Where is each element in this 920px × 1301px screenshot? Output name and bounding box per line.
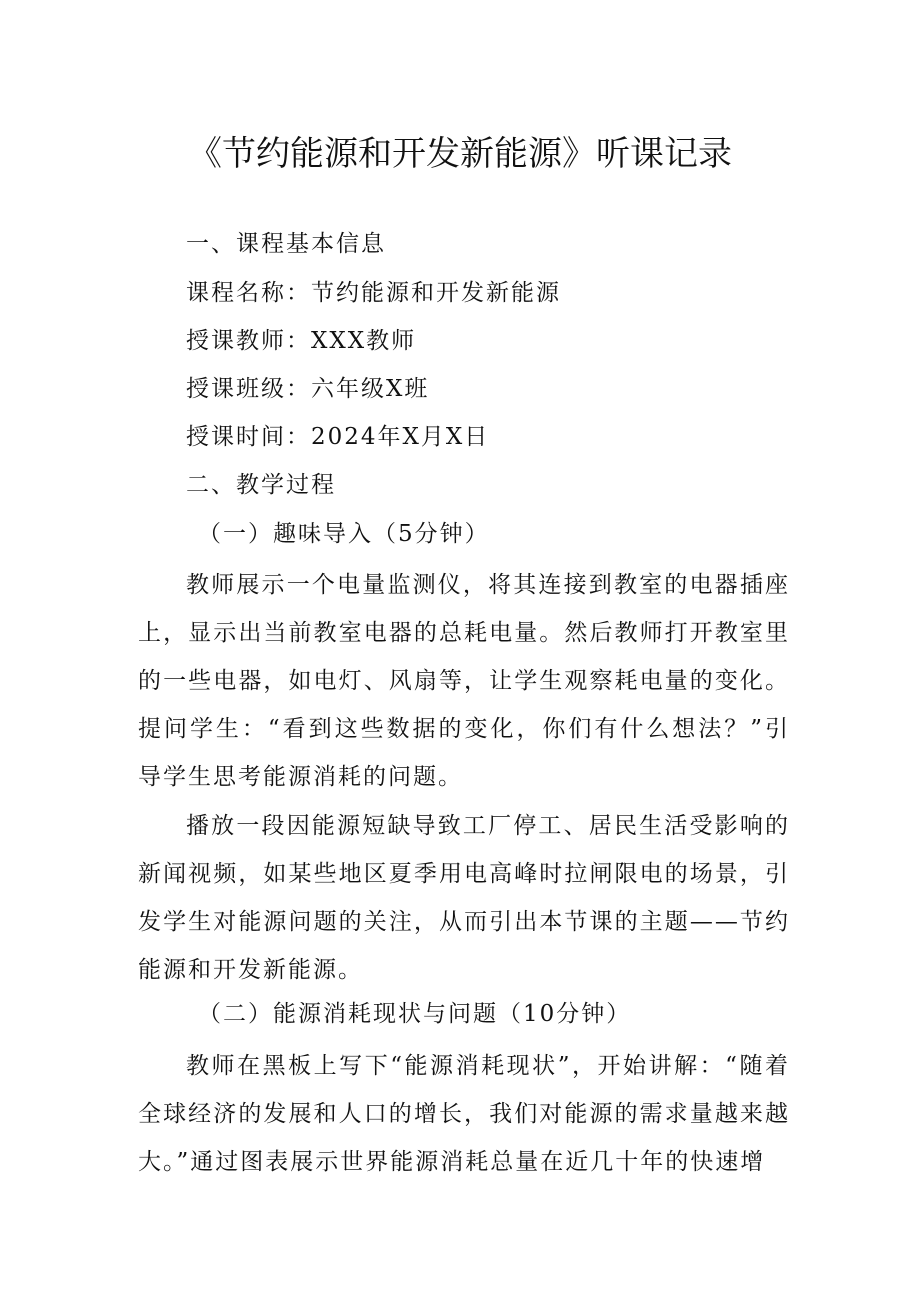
- section1-heading: 一、课程基本信息: [186, 231, 386, 257]
- subsection1-paragraph-2: 播放一段因能源短缺导致工厂停工、居民生活受影响的新闻视频，如某些地区夏季用电高峰时拉闸限电的场景，引发学生对能源问题的关注，从而引出本节课的主题——节约能源和开发新能源。: [138, 813, 790, 983]
- subsection2-heading: （二）能源消耗现状与问题（10分钟）: [198, 1001, 632, 1027]
- class-line: 授课班级：六年级X班: [186, 376, 430, 402]
- teacher-line: 授课教师：XXX教师: [186, 328, 417, 354]
- section2-heading: 二、教学过程: [186, 472, 336, 498]
- subsection1-heading: （一）趣味导入（5分钟）: [198, 521, 490, 547]
- document-title: 《节约能源和开发新能源》听课记录: [188, 134, 732, 174]
- subsection1-paragraph-1: 教师展示一个电量监测仪，将其连接到教室的电器插座上，显示出当前教室电器的总耗电量。然后教师打开教室里的一些电器，如电灯、风扇等，让学生观察耗电量的变化。提问学生：“看到这些数据的变化，你们有什么想法？”引导学生思考能源消耗的问题。: [138, 572, 790, 790]
- subsection2-paragraph-1: 教师在黑板上写下“能源消耗现状”，开始讲解：“随着全球经济的发展和人口的增长，我们对能源的需求量越来越大。”通过图表展示世界能源消耗总量在近几十年的快速增: [138, 1053, 790, 1175]
- course-name-line: 课程名称：节约能源和开发新能源: [186, 280, 561, 306]
- time-line: 授课时间：2024年X月X日: [186, 424, 490, 450]
